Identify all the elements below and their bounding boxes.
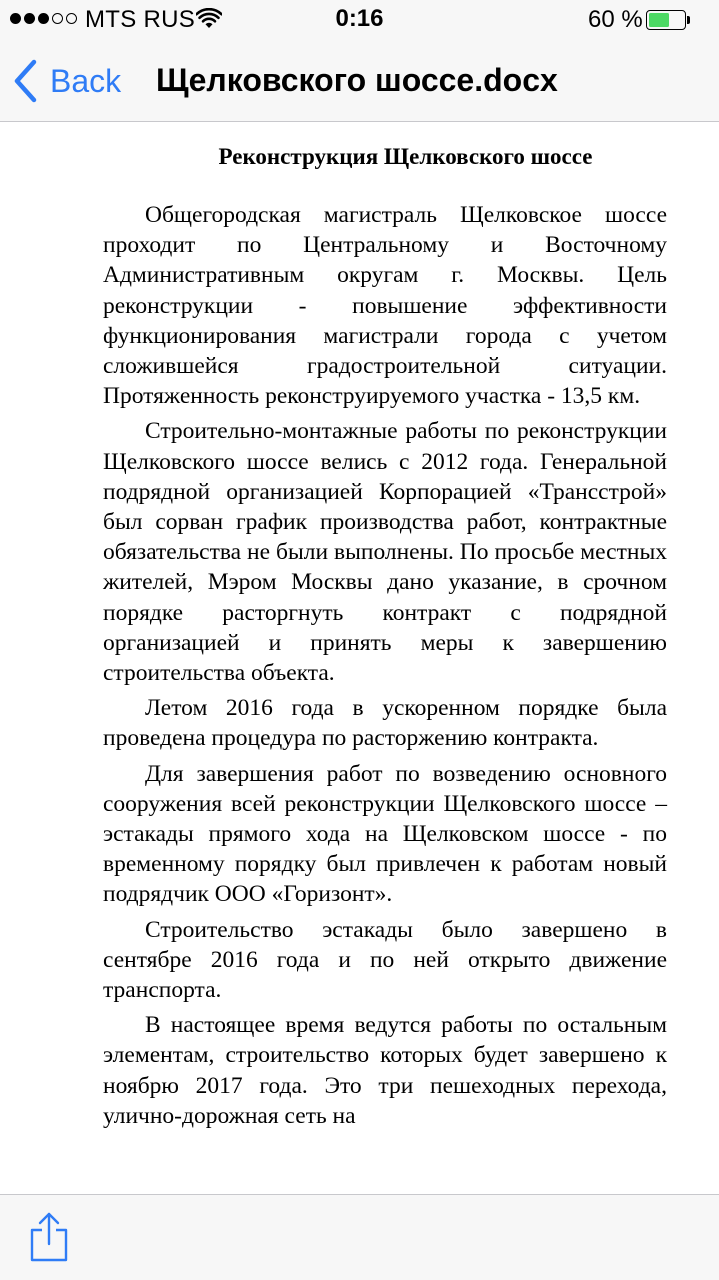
battery-percent: 60 % (588, 6, 643, 33)
paragraph-5: Строительство эстакады было завершено в сентябре 2016 года и по ней открыто движение транспорта. (103, 916, 667, 1004)
chevron-left-icon (12, 59, 38, 103)
paragraph-1: Общегородская магистраль Щелковское шоссе проходит по Центральному и Восточному Административным округам г. Москвы. Цель реконструкции - повышение эффективности функционирования магистрали города с учетом сложившейся градостроительной ситуации. Протяженность реконструируемого участка - 13,5 км. (103, 202, 667, 410)
bottom-toolbar (0, 1194, 719, 1280)
battery-icon (646, 10, 692, 30)
document-body (103, 200, 667, 1136)
paragraph-6: В настоящее время ведутся работы по остальным элементам, строительство которых будет завершено к ноябрю 2017 года. Это три пешеходных перехода, улично-дорожная сеть на (103, 1012, 667, 1129)
battery-level-fill (649, 13, 669, 27)
paragraph-4: Для завершения работ по возведению основного сооружения всей реконструкции Щелковского шоссе – эстакады прямого хода на Щелковском шоссе - по временному порядку был привлечен к работам новый подрядчик ООО «Горизонт». (103, 760, 667, 908)
document-viewer[interactable] (0, 122, 719, 1194)
navigation-bar (0, 40, 719, 122)
back-label: Back (50, 62, 122, 99)
status-bar (0, 0, 719, 40)
carrier-name: MTS RUS (85, 6, 196, 33)
document-filename-title: Щелковского шоссе.docx (156, 62, 558, 98)
document-heading: Реконструкция Щелковского шоссе (218, 144, 593, 169)
back-button[interactable] (12, 58, 121, 104)
paragraph-2: Строительно-монтажные работы по реконструкции Щелковского шоссе велись с 2012 года. Генеральной подрядной организацией Корпорацией «Трансстрой» был сорван график производства работ, контрактные обязательства не были выполнены. По просьбе местных жителей, Мэром Москвы дано указание, в срочном порядке расторгнуть контракт с подрядной организацией и принять меры к завершению строительства объекта. (103, 418, 667, 687)
share-icon[interactable] (28, 1211, 70, 1263)
clock: 0:16 (335, 5, 384, 32)
paragraph-3: Летом 2016 года в ускоренном порядке была проведена процедура по расторжению контракта. (103, 695, 667, 752)
